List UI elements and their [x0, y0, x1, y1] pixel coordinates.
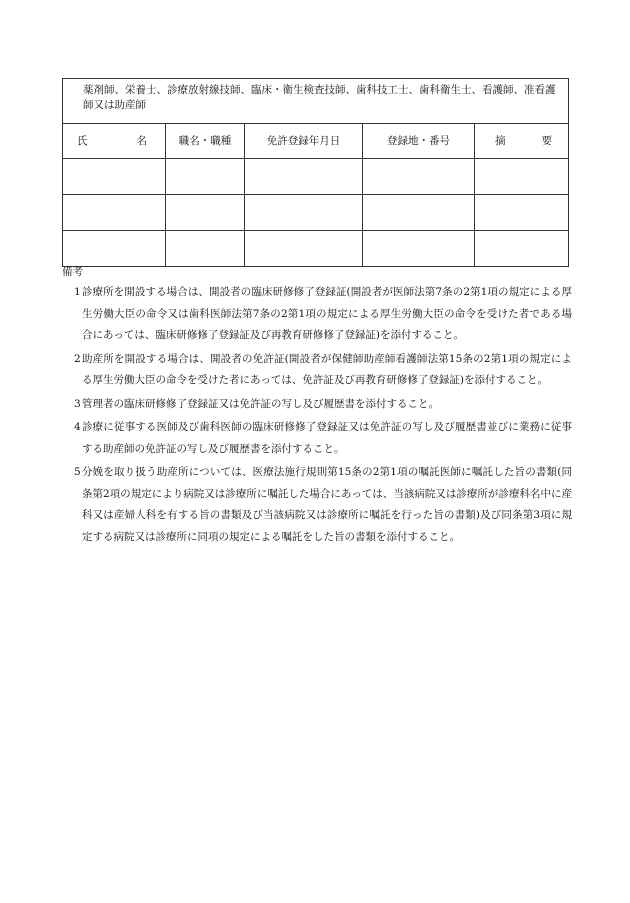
remark-item	[62, 394, 572, 416]
cell-registration[interactable]	[363, 231, 475, 267]
remark-text: 診療に従事する医師及び歯科医師の臨床研修修了登録証又は免許証の写し及び履歴書並びに業務に従事する助産師の免許証の写し及び履歴書を添付すること。	[82, 421, 572, 455]
table-row	[63, 195, 569, 231]
remark-item	[62, 349, 572, 392]
remark-number: 2	[74, 352, 81, 365]
remarks-title: 備考	[62, 266, 83, 278]
table-title: 薬剤師、栄養士、診療放射線技師、臨床・衛生検査技師、歯科技工士、歯科衛生士、看護師、准看護師又は助産師	[63, 79, 569, 124]
col-header-remarks-2: 要	[541, 134, 553, 147]
remark-item	[62, 417, 572, 460]
cell-remarks[interactable]	[475, 159, 569, 195]
cell-license-date[interactable]	[245, 195, 363, 231]
table-header-row	[63, 124, 569, 159]
col-header-remarks-1: 摘	[495, 134, 506, 147]
col-header-registration: 登録地・番号	[363, 124, 475, 159]
remark-text: 分娩を取り扱う助産所については、医療法施行規則第15条の2第1項の嘱託医師に嘱託した旨の書類(同条第2項の規定により病院又は診療所に嘱託した場合にあっては、当該病院又は診療所が診療科名中に産科又は産婦人科を有する旨の書類及び当該病院又は診療所に嘱託を行った旨の書類)及び同条第3項に規定する病院又は診療所に同項の規定による嘱託をした旨の書類を添付すること。	[82, 466, 572, 543]
remarks-section	[62, 265, 572, 550]
remark-text: 診療所を開設する場合は、開設者の臨床研修修了登録証(開設者が医師法第7条の2第1項の規定による厚生労働大臣の命令又は歯科医師法第7条の2第1項の規定による厚生労働大臣の命令を受けた者である場合にあっては、臨床研修修了登録証及び再教育研修修了登録証)を添付すること。	[82, 286, 572, 341]
cell-position[interactable]	[166, 231, 245, 267]
remark-number: 5	[74, 466, 81, 478]
col-header-name-2: 名	[136, 134, 147, 147]
col-header-position: 職名・職種	[166, 124, 245, 159]
cell-license-date[interactable]	[245, 231, 363, 267]
cell-registration[interactable]	[363, 195, 475, 231]
col-header-name	[63, 124, 166, 159]
cell-registration[interactable]	[363, 159, 475, 195]
cell-name[interactable]	[63, 195, 166, 231]
table-row	[63, 231, 569, 267]
remark-text: 助産所を開設する場合は、開設者の免許証(開設者が保健師助産師看護師法第15条の2第1項の規定による厚生労働大臣の命令を受けた者にあっては、免許証及び再教育研修修了登録証)を添付すること。	[82, 352, 572, 386]
col-header-name-1: 氏	[77, 134, 88, 147]
cell-position[interactable]	[166, 159, 245, 195]
remark-number: 3	[74, 397, 81, 410]
cell-remarks[interactable]	[475, 195, 569, 231]
remark-item	[62, 462, 572, 548]
col-header-remarks	[475, 124, 569, 159]
remark-item	[62, 282, 572, 347]
remark-text: 管理者の臨床研修修了登録証又は免許証の写し及び履歴書を添付すること。	[82, 397, 439, 410]
col-header-license-date: 免許登録年月日	[245, 124, 363, 159]
cell-license-date[interactable]	[245, 159, 363, 195]
remark-number: 4	[74, 421, 81, 433]
cell-position[interactable]	[166, 195, 245, 231]
staff-table	[62, 78, 569, 267]
cell-name[interactable]	[63, 159, 166, 195]
table-row	[63, 159, 569, 195]
cell-remarks[interactable]	[475, 231, 569, 267]
cell-name[interactable]	[63, 231, 166, 267]
remark-number: 1	[74, 286, 81, 298]
